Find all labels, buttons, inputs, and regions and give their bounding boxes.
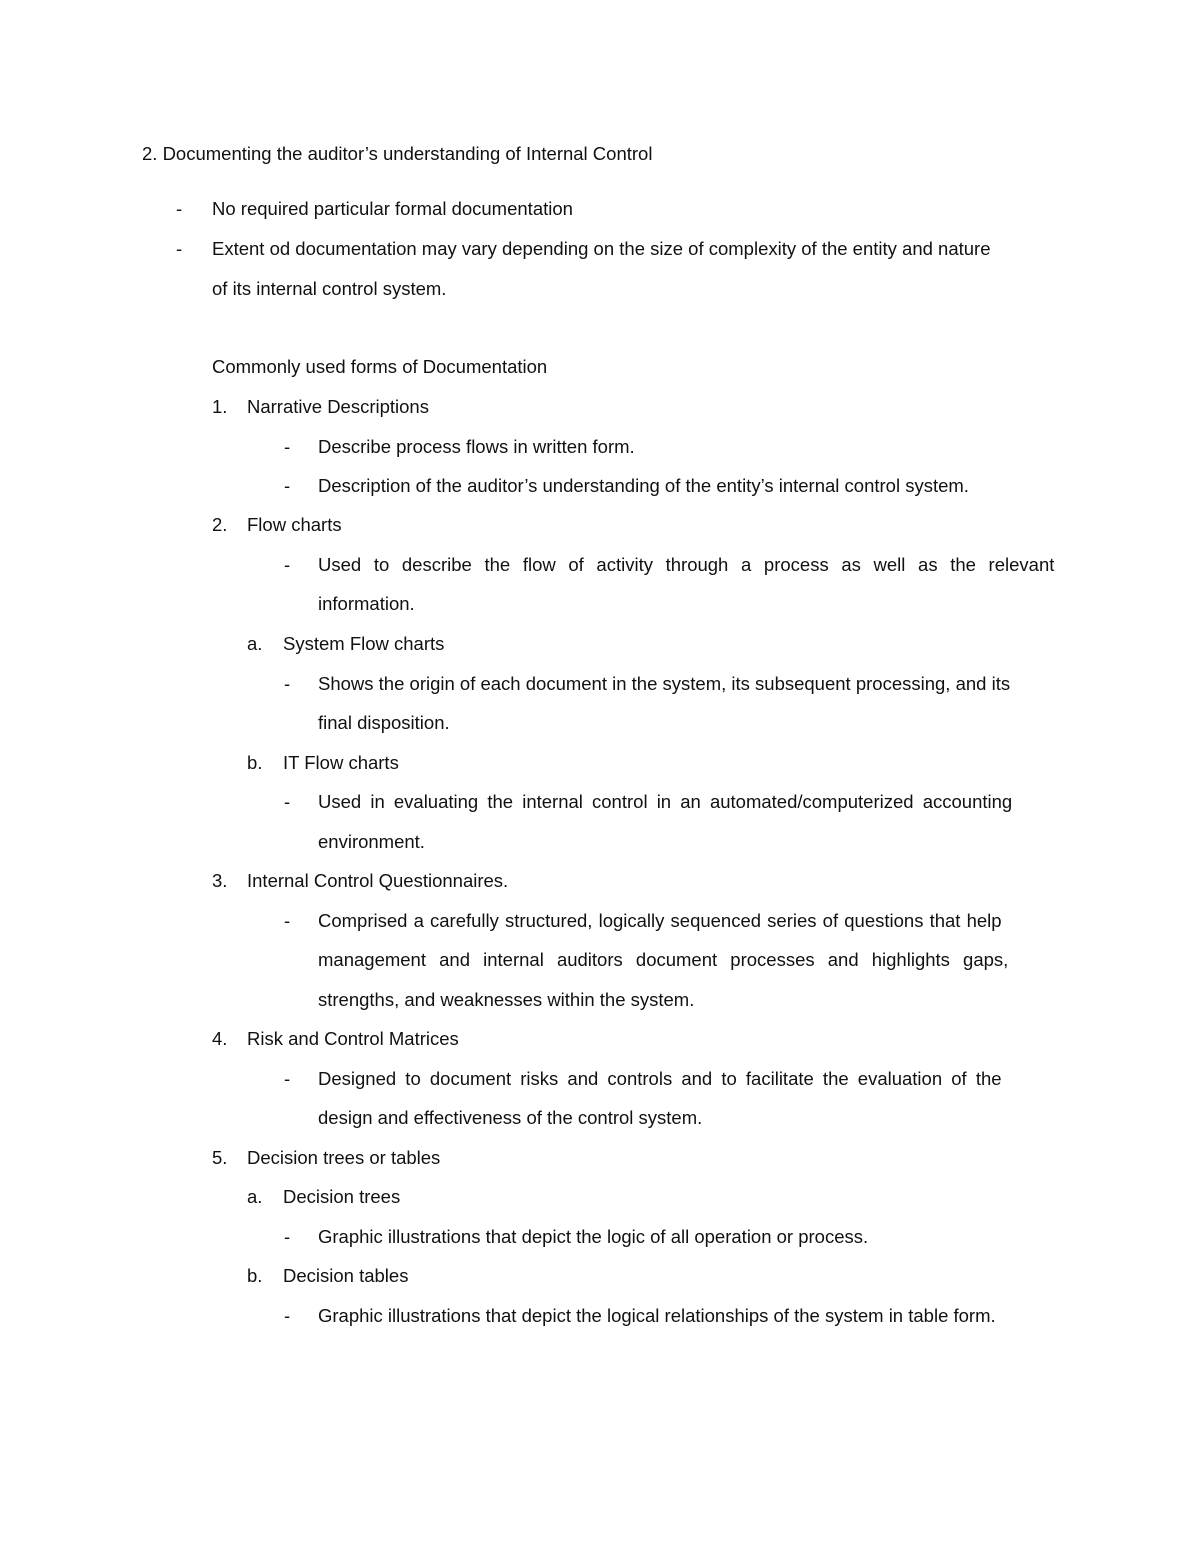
bullet-marker: - bbox=[284, 436, 291, 457]
bullet-text: Used to describe the flow of activity through a process as well as the relevant bbox=[318, 554, 1055, 575]
sub-letter: a. bbox=[247, 1186, 263, 1207]
bullet-text-continued: information. bbox=[318, 593, 415, 614]
bullet-text: Describe process flows in written form. bbox=[318, 436, 635, 457]
bullet-text: Designed to document risks and controls and to facilitate the evaluation of the bbox=[318, 1068, 1002, 1089]
bullet-marker: - bbox=[284, 554, 291, 575]
list-item-label: Narrative Descriptions bbox=[247, 396, 429, 417]
bullet-marker: - bbox=[284, 673, 291, 694]
bullet-text: Comprised a carefully structured, logically sequenced series of questions that help bbox=[318, 910, 1002, 931]
bullet-text: Graphic illustrations that depict the logic of all operation or process. bbox=[318, 1226, 869, 1247]
bullet-marker: - bbox=[284, 1226, 291, 1247]
list-number: 4. bbox=[212, 1028, 228, 1049]
sub-item-label: Decision tables bbox=[283, 1265, 409, 1286]
bullet-text-continued: strengths, and weaknesses within the system. bbox=[318, 989, 695, 1010]
sub-item-label: System Flow charts bbox=[283, 633, 445, 654]
list-item-label: Risk and Control Matrices bbox=[247, 1028, 459, 1049]
bullet-text: Description of the auditor’s understanding of the entity’s internal control system. bbox=[318, 475, 969, 496]
list-item-label: Decision trees or tables bbox=[247, 1147, 441, 1168]
bullet-text-continued: final disposition. bbox=[318, 712, 450, 733]
bullet-text: Graphic illustrations that depict the logical relationships of the system in table form. bbox=[318, 1305, 996, 1326]
bullet-marker: - bbox=[284, 1305, 291, 1326]
bullet-marker: - bbox=[284, 475, 291, 496]
sub-letter: b. bbox=[247, 752, 263, 773]
bullet-marker: - bbox=[284, 1068, 291, 1089]
bullet-text: No required particular formal documentation bbox=[212, 198, 573, 219]
list-number: 1. bbox=[212, 396, 228, 417]
sub-item-label: Decision trees bbox=[283, 1186, 401, 1207]
list-item-label: Internal Control Questionnaires. bbox=[247, 870, 509, 891]
list-number: 2. bbox=[212, 514, 228, 535]
list-number: 3. bbox=[212, 870, 228, 891]
sub-letter: b. bbox=[247, 1265, 263, 1286]
forms-title: Commonly used forms of Documentation bbox=[212, 356, 548, 377]
section-heading: 2. Documenting the auditor’s understanding of Internal Control bbox=[142, 143, 653, 164]
list-number: 5. bbox=[212, 1147, 228, 1168]
sub-item-label: IT Flow charts bbox=[283, 752, 399, 773]
bullet-text: Extent od documentation may vary depending on the size of complexity of the entity and nature bbox=[212, 238, 991, 259]
bullet-text: Shows the origin of each document in the system, its subsequent processing, and its bbox=[318, 673, 1011, 694]
bullet-marker: - bbox=[284, 910, 291, 931]
bullet-marker: - bbox=[284, 791, 291, 812]
bullet-text-continued: design and effectiveness of the control system. bbox=[318, 1107, 703, 1128]
list-item-label: Flow charts bbox=[247, 514, 342, 535]
bullet-marker: - bbox=[176, 198, 183, 219]
bullet-marker: - bbox=[176, 238, 183, 259]
bullet-text-continued: of its internal control system. bbox=[212, 278, 447, 299]
bullet-text-continued: environment. bbox=[318, 831, 425, 852]
bullet-text-continued: management and internal auditors document processes and highlights gaps, bbox=[318, 949, 1009, 970]
bullet-text: Used in evaluating the internal control in an automated/computerized accounting bbox=[318, 791, 1013, 812]
sub-letter: a. bbox=[247, 633, 263, 654]
